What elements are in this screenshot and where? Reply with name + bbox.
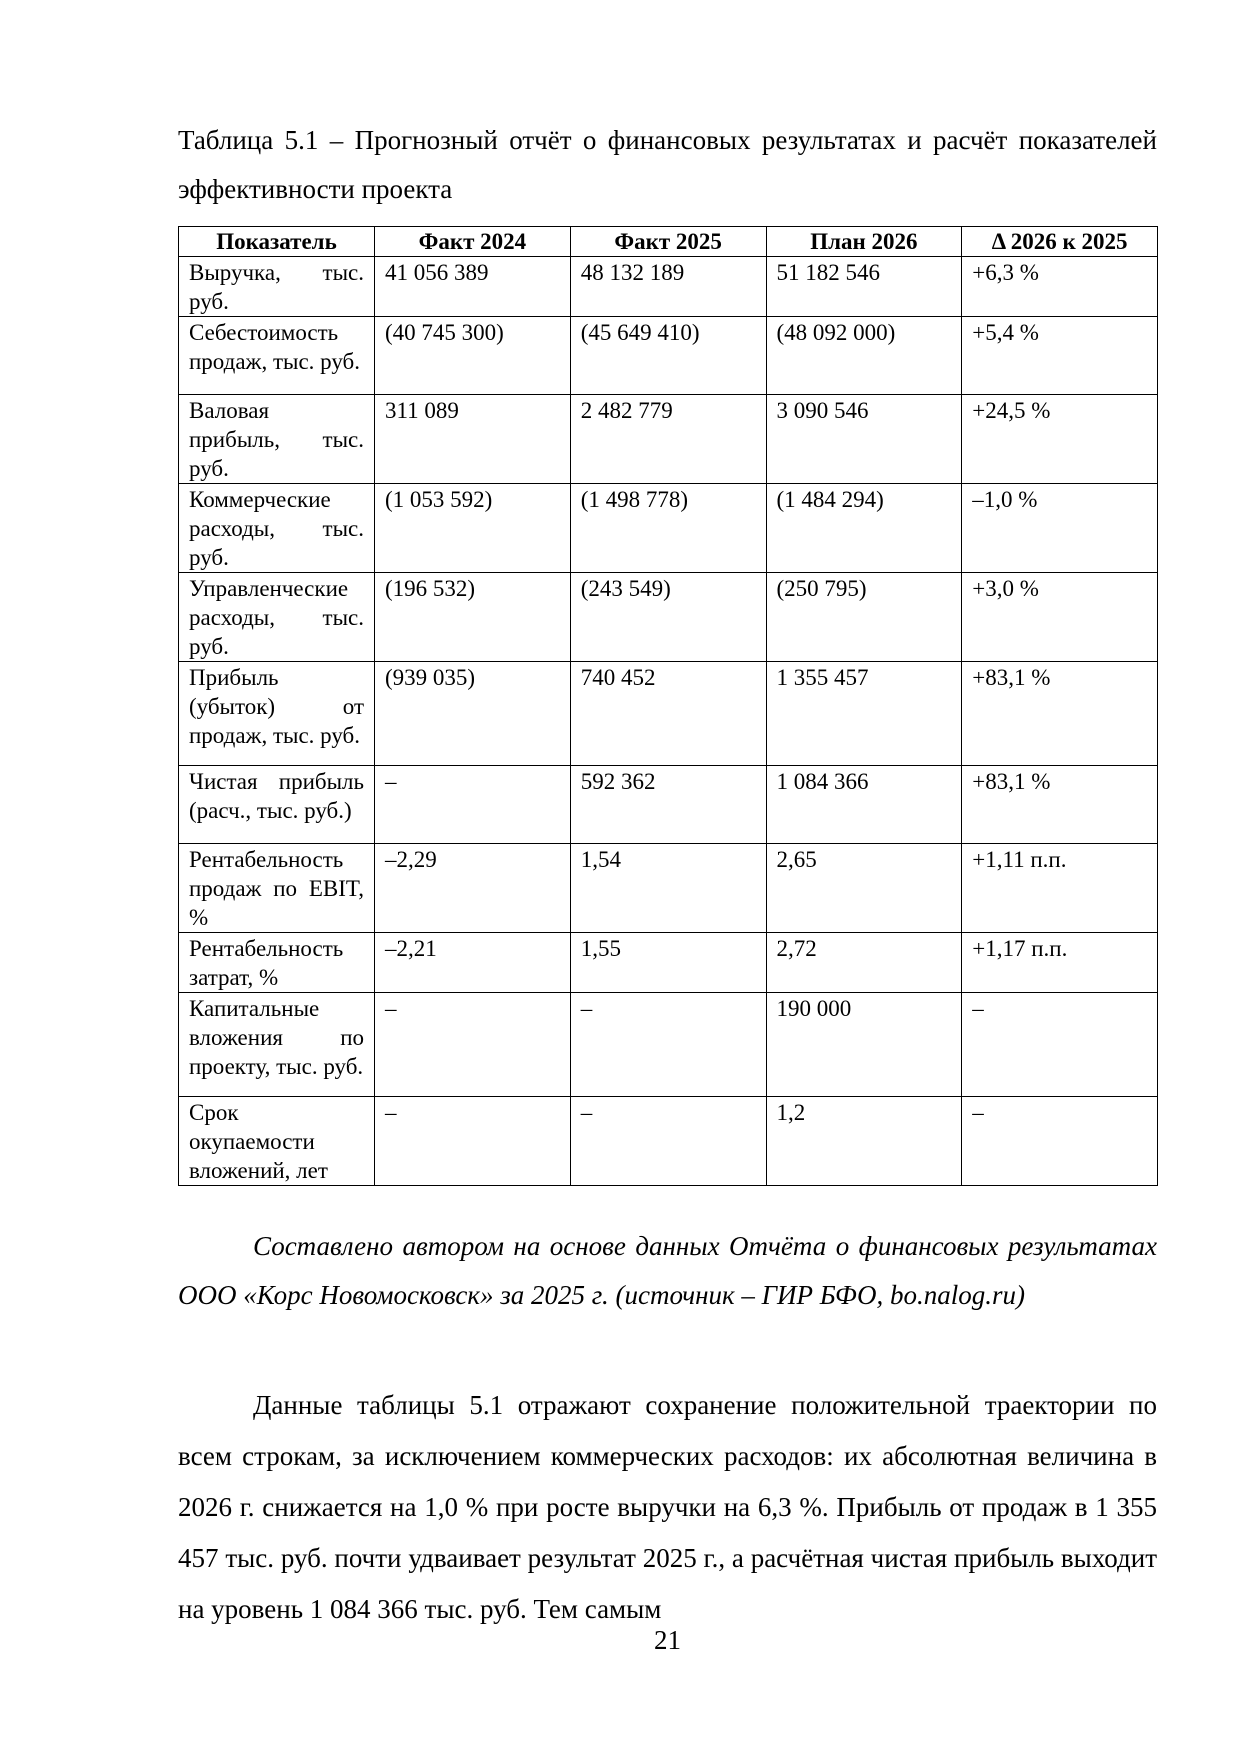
table-cell: (250 795) (766, 573, 962, 662)
table-cell: – (375, 993, 571, 1097)
table-row (179, 844, 1158, 933)
row-label: Прибыль (убыток) от продаж, тыс. руб. (179, 662, 375, 766)
table-cell: +83,1 % (962, 766, 1158, 844)
table-header-row (179, 227, 1158, 257)
table-cell: (40 745 300) (375, 317, 571, 395)
table-cell: +83,1 % (962, 662, 1158, 766)
table-cell: (1 498 778) (570, 484, 766, 573)
table-cell: 1,54 (570, 844, 766, 933)
row-label: Рентабельность затрат, % (179, 933, 375, 993)
financial-results-table (178, 226, 1158, 1186)
row-label: Коммерческие расходы, тыс. руб. (179, 484, 375, 573)
table-cell: +3,0 % (962, 573, 1158, 662)
row-label: Рентабельность продаж по EBIT, % (179, 844, 375, 933)
column-header-fact-2025: Факт 2025 (570, 227, 766, 257)
table-cell: 2,65 (766, 844, 962, 933)
table-cell: – (375, 766, 571, 844)
table-cell: – (375, 1097, 571, 1186)
body-paragraph: Данные таблицы 5.1 отражают сохранение положительной траектории по всем строкам, за исключением коммерческих расходов: их абсолютная величина в 2026 г. снижается на 1,0 % при росте выручки на 6,3 %. Прибыль от продаж в 1 355 457 тыс. руб. почти удваивает результат 2025 г., а расчётная чистая прибыль выходит на уровень 1 084 366 тыс. руб. Тем самым (178, 1390, 1157, 1624)
table-cell: (243 549) (570, 573, 766, 662)
table-cell: –1,0 % (962, 484, 1158, 573)
table-source-note: Составлено автором на основе данных Отчёта о финансовых результатах ООО «Корс Новомосковск» за 2025 г. (источник – ГИР БФО, bo.nalog.ru) (178, 1231, 1157, 1310)
table-cell: – (962, 1097, 1158, 1186)
table-cell: 311 089 (375, 395, 571, 484)
table-cell: 1 355 457 (766, 662, 962, 766)
row-label: Капитальные вложения по проекту, тыс. руб. (179, 993, 375, 1097)
table-cell: +24,5 % (962, 395, 1158, 484)
table-cell: – (570, 993, 766, 1097)
table-cell: – (570, 1097, 766, 1186)
table-cell: 2 482 779 (570, 395, 766, 484)
table-cell: (1 053 592) (375, 484, 571, 573)
table-cell: 2,72 (766, 933, 962, 993)
table-cell: 51 182 546 (766, 257, 962, 317)
table-row (179, 573, 1158, 662)
table-row (179, 317, 1158, 395)
row-label: Срок окупаемости вложений, лет (179, 1097, 375, 1186)
table-cell: 740 452 (570, 662, 766, 766)
column-header-plan-2026: План 2026 (766, 227, 962, 257)
table-cell: +1,11 п.п. (962, 844, 1158, 933)
table-cell: 1 084 366 (766, 766, 962, 844)
table-cell: +6,3 % (962, 257, 1158, 317)
table-cell: 190 000 (766, 993, 962, 1097)
row-label: Себестоимость продаж, тыс. руб. (179, 317, 375, 395)
column-header-delta: Δ 2026 к 2025 (962, 227, 1158, 257)
row-label: Чистая прибыль (расч., тыс. руб.) (179, 766, 375, 844)
table-row (179, 933, 1158, 993)
table-row (179, 257, 1158, 317)
table-cell: 48 132 189 (570, 257, 766, 317)
table-cell: 1,2 (766, 1097, 962, 1186)
table-cell: +5,4 % (962, 317, 1158, 395)
table-cell: 3 090 546 (766, 395, 962, 484)
column-header-indicator: Показатель (179, 227, 375, 257)
table-cell: – (962, 993, 1158, 1097)
table-cell: +1,17 п.п. (962, 933, 1158, 993)
table-caption: Таблица 5.1 – Прогнозный отчёт о финансовых результатах и расчёт показателей эффективности проекта (178, 125, 1157, 204)
row-label: Выручка, тыс. руб. (179, 257, 375, 317)
row-label: Управленческие расходы, тыс. руб. (179, 573, 375, 662)
row-label: Валовая прибыль, тыс. руб. (179, 395, 375, 484)
table-cell: 592 362 (570, 766, 766, 844)
table-row (179, 395, 1158, 484)
table-cell: 41 056 389 (375, 257, 571, 317)
table-cell: (45 649 410) (570, 317, 766, 395)
table-cell: 1,55 (570, 933, 766, 993)
table-row (179, 1097, 1158, 1186)
table-cell: (939 035) (375, 662, 571, 766)
table-cell: –2,29 (375, 844, 571, 933)
column-header-fact-2024: Факт 2024 (375, 227, 571, 257)
table-cell: (1 484 294) (766, 484, 962, 573)
page-number: 21 (654, 1625, 681, 1655)
table-cell: (196 532) (375, 573, 571, 662)
table-cell: (48 092 000) (766, 317, 962, 395)
table-row (179, 662, 1158, 766)
table-row (179, 993, 1158, 1097)
table-row (179, 766, 1158, 844)
table-row (179, 484, 1158, 573)
table-cell: –2,21 (375, 933, 571, 993)
